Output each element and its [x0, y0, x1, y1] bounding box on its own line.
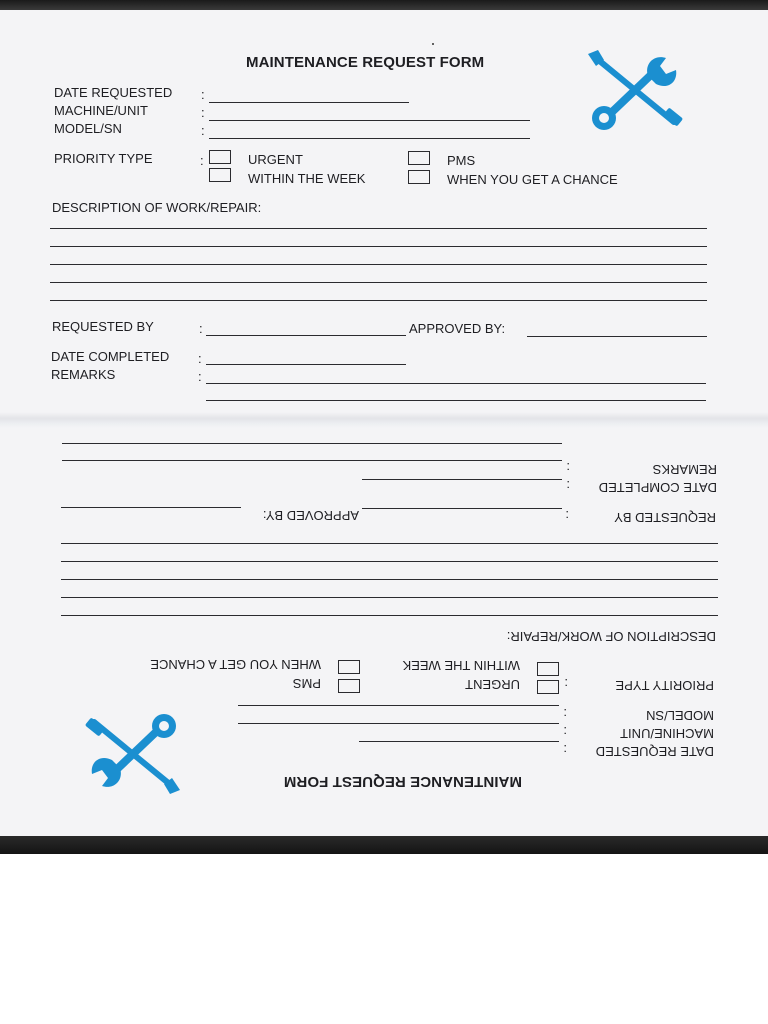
within-week-label: WITHIN THE WEEK	[248, 171, 366, 186]
remarks-line[interactable]	[206, 383, 706, 384]
requested-by-field[interactable]	[362, 508, 562, 509]
model-sn-label: MODEL/SN	[646, 708, 714, 723]
colon: :	[200, 153, 204, 168]
colon: :	[563, 706, 567, 721]
urgent-label: URGENT	[248, 152, 303, 167]
description-line[interactable]	[50, 228, 707, 229]
when-chance-label: WHEN YOU GET A CHANCE	[150, 657, 321, 672]
approved-by-field[interactable]	[527, 336, 707, 337]
colon: :	[198, 369, 202, 384]
scanner-edge-bottom	[0, 836, 768, 854]
description-line[interactable]	[61, 597, 718, 598]
machine-unit-label: MACHINE/UNIT	[620, 726, 714, 741]
description-line[interactable]	[61, 543, 718, 544]
approved-by-label: APPROVED BY:	[409, 321, 506, 336]
date-completed-field[interactable]	[206, 364, 406, 365]
form-copy-upright	[0, 10, 768, 420]
wrench-screwdriver-icon	[76, 710, 186, 794]
when-chance-checkbox[interactable]	[408, 170, 430, 184]
urgent-checkbox[interactable]	[537, 680, 559, 694]
description-line[interactable]	[50, 282, 707, 283]
remarks-line[interactable]	[206, 400, 706, 401]
remarks-label: REMARKS	[51, 367, 116, 382]
remarks-label: REMARKS	[652, 462, 717, 477]
machine-unit-field[interactable]	[238, 723, 559, 724]
requested-by-label: REQUESTED BY	[52, 319, 154, 334]
description-line[interactable]	[61, 561, 718, 562]
form-title: MAINTENANCE REQUEST FORM	[283, 773, 522, 790]
date-completed-label: DATE COMPLETED	[598, 480, 717, 495]
colon: :	[201, 123, 205, 138]
description-line[interactable]	[50, 264, 707, 265]
within-week-checkbox[interactable]	[537, 662, 559, 676]
wrench-screwdriver-icon	[582, 50, 692, 134]
model-sn-field[interactable]	[209, 138, 530, 139]
pms-label: PMS	[292, 676, 321, 691]
requested-by-field[interactable]	[206, 335, 406, 336]
colon: :	[201, 105, 205, 120]
remarks-line[interactable]	[62, 443, 562, 444]
priority-type-label: PRIORITY TYPE	[54, 151, 153, 166]
colon: :	[565, 508, 569, 523]
speck	[432, 43, 434, 45]
date-requested-field[interactable]	[209, 102, 409, 103]
scanner-edge-top	[0, 0, 768, 10]
machine-unit-label: MACHINE/UNIT	[54, 103, 148, 118]
remarks-line[interactable]	[62, 460, 562, 461]
machine-unit-field[interactable]	[209, 120, 530, 121]
priority-type-label: PRIORITY TYPE	[615, 678, 714, 693]
date-requested-label: DATE REQUESTED	[595, 744, 714, 759]
colon: :	[201, 87, 205, 102]
description-line[interactable]	[61, 579, 718, 580]
urgent-checkbox[interactable]	[209, 150, 231, 164]
approved-by-label: APPROVED BY:	[262, 508, 359, 523]
pms-checkbox[interactable]	[338, 679, 360, 693]
within-week-checkbox[interactable]	[209, 168, 231, 182]
urgent-label: URGENT	[465, 677, 520, 692]
colon: :	[564, 676, 568, 691]
date-requested-label: DATE REQUESTED	[54, 85, 173, 100]
description-line[interactable]	[50, 300, 707, 301]
when-chance-checkbox[interactable]	[338, 660, 360, 674]
colon: :	[563, 742, 567, 757]
colon: :	[566, 478, 570, 493]
colon: :	[198, 351, 202, 366]
colon: :	[563, 724, 567, 739]
description-label: DESCRIPTION OF WORK/REPAIR:	[506, 629, 716, 644]
description-line[interactable]	[50, 246, 707, 247]
pms-label: PMS	[447, 153, 476, 168]
form-copy-inverted	[0, 424, 768, 834]
approved-by-field[interactable]	[61, 507, 241, 508]
description-label: DESCRIPTION OF WORK/REPAIR:	[52, 200, 262, 215]
model-sn-field[interactable]	[238, 705, 559, 706]
description-line[interactable]	[61, 615, 718, 616]
when-chance-label: WHEN YOU GET A CHANCE	[447, 172, 618, 187]
within-week-label: WITHIN THE WEEK	[402, 658, 520, 673]
date-requested-field[interactable]	[359, 741, 559, 742]
date-completed-label: DATE COMPLETED	[51, 349, 170, 364]
requested-by-label: REQUESTED BY	[614, 510, 716, 525]
pms-checkbox[interactable]	[408, 151, 430, 165]
colon: :	[199, 321, 203, 336]
date-completed-field[interactable]	[362, 479, 562, 480]
model-sn-label: MODEL/SN	[54, 121, 122, 136]
form-title: MAINTENANCE REQUEST FORM	[246, 54, 485, 71]
colon: :	[566, 460, 570, 475]
